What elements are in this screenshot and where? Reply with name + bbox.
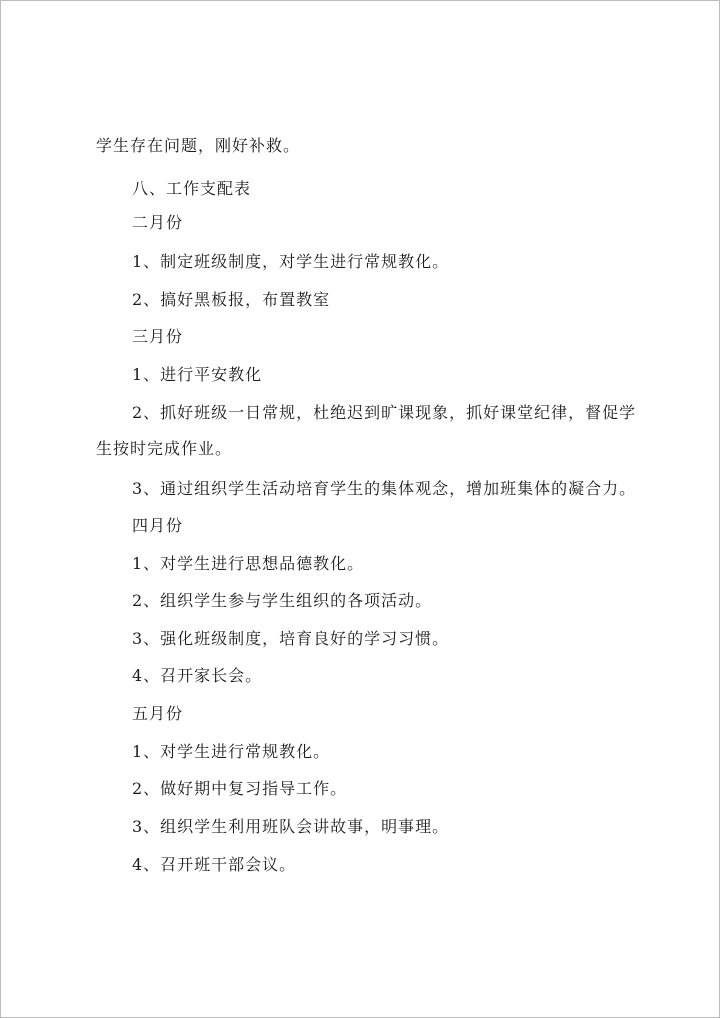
month-heading-february: 二月份 — [132, 213, 184, 232]
list-item: 1、对学生进行思想品德教化。 — [132, 554, 365, 573]
month-heading-march: 三月份 — [132, 327, 184, 346]
list-item: 2、抓好班级一日常规，杜绝迟到旷课现象，抓好课堂纪律，督促学 — [132, 403, 637, 422]
list-item: 2、组织学生参与学生组织的各项活动。 — [132, 591, 433, 610]
list-item: 4、召开家长会。 — [132, 666, 263, 685]
month-heading-may: 五月份 — [132, 704, 184, 723]
list-item: 3、强化班级制度，培育良好的学习习惯。 — [132, 629, 450, 648]
list-item: 2、做好期中复习指导工作。 — [132, 779, 348, 798]
paragraph-continuation: 学生存在问题，刚好补救。 — [96, 136, 301, 155]
list-item: 2、搞好黑板报，布置教室 — [132, 290, 331, 309]
section-heading: 八、工作支配表 — [132, 179, 252, 198]
list-item-continuation: 生按时完成作业。 — [96, 439, 233, 458]
list-item: 1、制定班级制度，对学生进行常规教化。 — [132, 252, 450, 271]
list-item: 3、通过组织学生活动培育学生的集体观念，增加班集体的凝合力。 — [132, 479, 637, 498]
list-item: 1、对学生进行常规教化。 — [132, 742, 331, 761]
list-item: 4、召开班干部会议。 — [132, 855, 297, 874]
month-heading-april: 四月份 — [132, 516, 184, 535]
list-item: 3、组织学生利用班队会讲故事，明事理。 — [132, 817, 450, 836]
list-item: 1、进行平安教化 — [132, 365, 263, 384]
